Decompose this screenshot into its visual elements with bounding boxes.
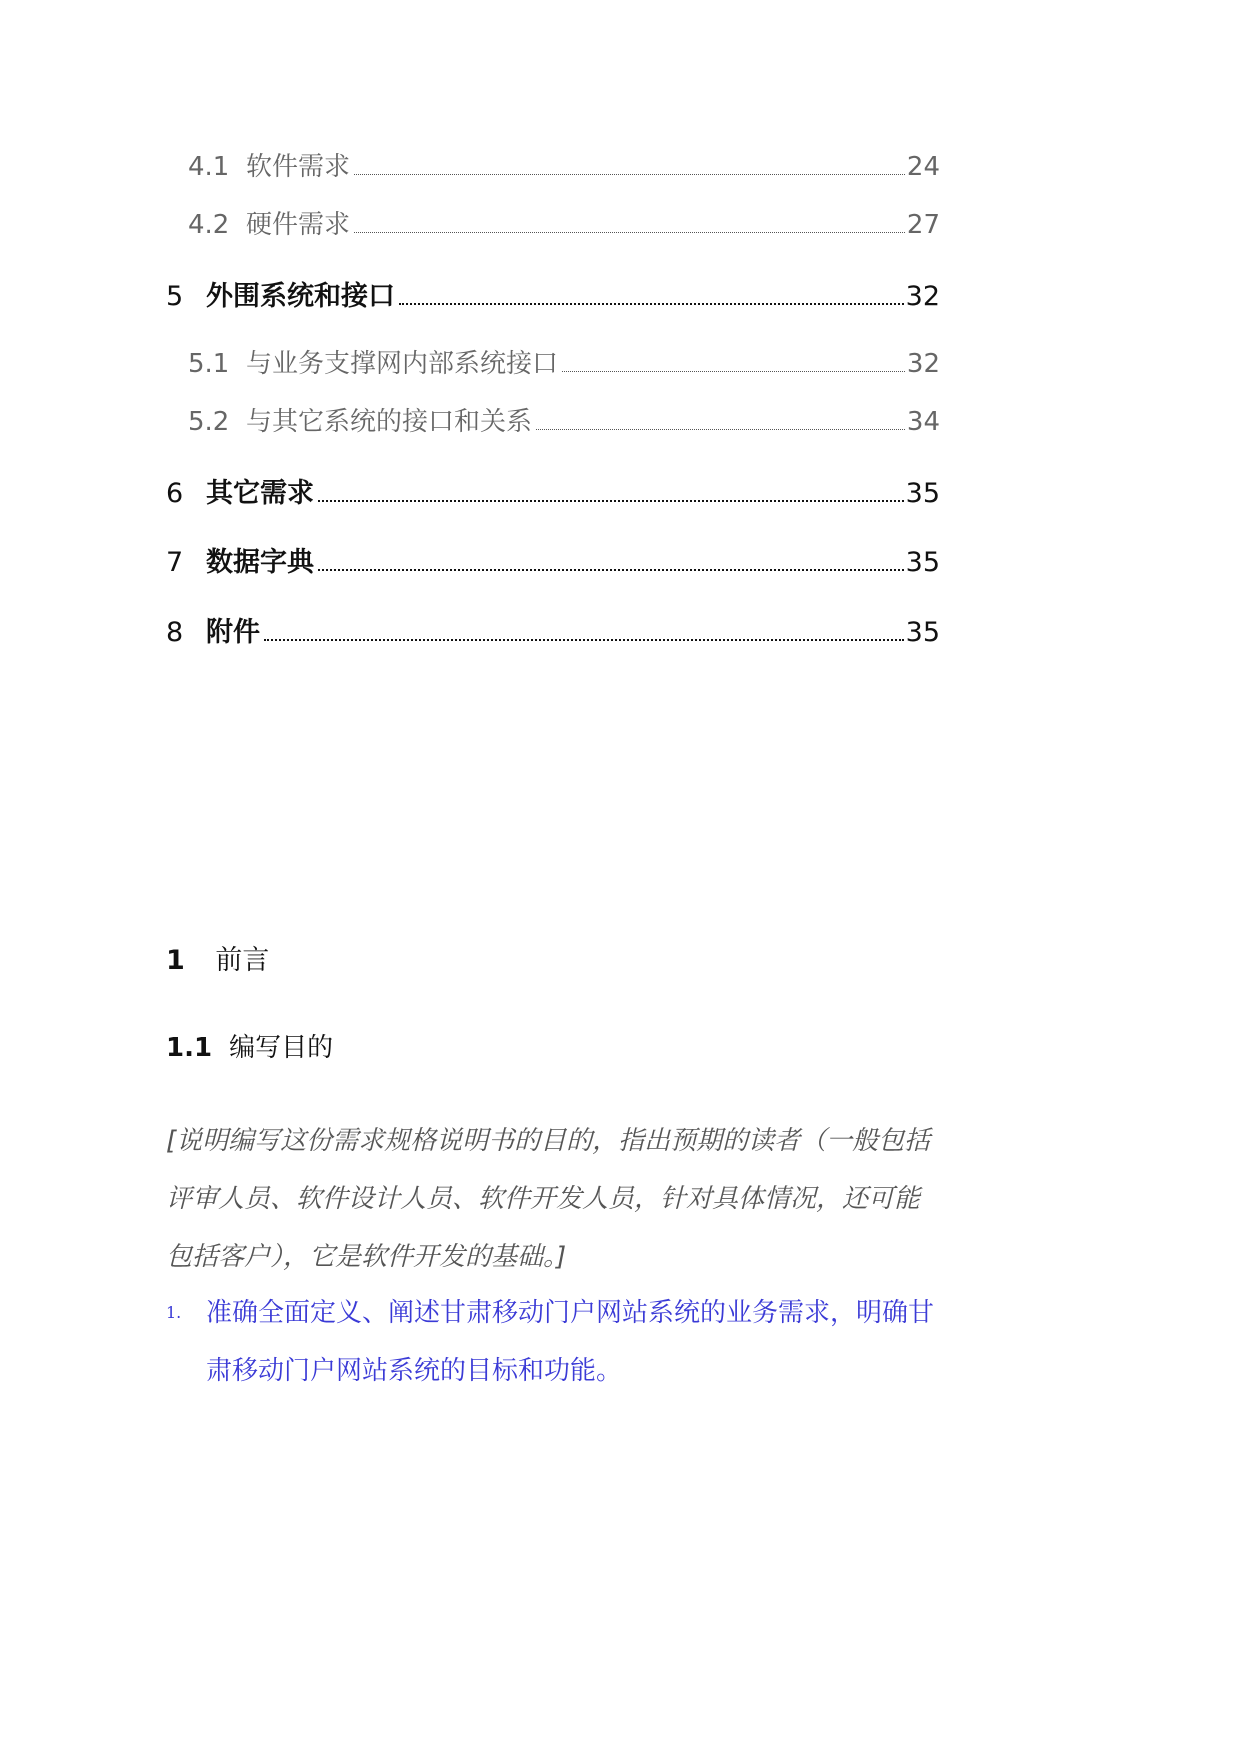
toc-entry-page: 35 xyxy=(905,547,940,578)
toc-entry-number: 5.2 xyxy=(188,407,230,437)
toc-entry-number: 6 xyxy=(166,478,184,509)
toc-entry-page: 35 xyxy=(905,617,940,648)
toc-entry-title: 其它需求 xyxy=(206,478,314,509)
toc-entry-5[interactable] xyxy=(0,274,940,313)
toc-entry-5-2[interactable] xyxy=(0,401,940,438)
toc-leader-dots xyxy=(318,568,904,571)
toc-leader-dots xyxy=(318,499,904,502)
toc-entry-number: 4.2 xyxy=(188,210,230,240)
toc-leader-dots xyxy=(399,302,904,305)
list-marker: 1. xyxy=(166,1303,182,1322)
toc-entry-title: 附件 xyxy=(206,617,260,648)
toc-entry-number: 5.1 xyxy=(188,349,230,379)
toc-leader-dots xyxy=(354,173,905,175)
toc-entry-number: 8 xyxy=(166,617,184,648)
toc-entry-title: 外围系统和接口 xyxy=(206,281,395,312)
toc-leader-dots xyxy=(536,428,905,430)
toc-leader-dots xyxy=(354,231,905,233)
toc-entry-page: 32 xyxy=(905,281,940,312)
toc-entry-8[interactable] xyxy=(0,610,940,649)
toc-entry-page: 24 xyxy=(906,152,940,182)
toc-entry-page: 35 xyxy=(905,478,940,509)
toc-entry-4-2[interactable] xyxy=(0,204,940,241)
toc-entry-title: 软件需求 xyxy=(246,152,351,182)
heading-number: 1 xyxy=(166,945,185,976)
toc-leader-dots xyxy=(562,370,905,372)
heading-number: 1.1 xyxy=(166,1033,213,1063)
toc-entry-page: 32 xyxy=(906,349,940,379)
numbered-list-item xyxy=(166,1284,940,1400)
list-item-text: 准确全面定义、阐述甘肃移动门户网站系统的业务需求，明确甘肃移动门户网站系统的目标和功能。 xyxy=(206,1298,935,1386)
toc-entry-number: 7 xyxy=(166,547,184,578)
instruction-paragraph: [说明编写这份需求规格说明书的目的，指出预期的读者（一般包括评审人员、软件设计人员、软件开发人员，针对具体情况，还可能包括客户），它是软件开发的基础。] xyxy=(166,1126,931,1272)
section-heading-1-1 xyxy=(166,1027,333,1064)
toc-entry-number: 4.1 xyxy=(188,152,230,182)
toc-entry-title: 硬件需求 xyxy=(246,210,351,240)
toc-entry-page: 27 xyxy=(906,210,940,240)
heading-title: 前言 xyxy=(215,945,270,976)
toc-entry-6[interactable] xyxy=(0,471,940,510)
heading-title: 编写目的 xyxy=(229,1033,334,1063)
toc-leader-dots xyxy=(264,638,904,641)
toc-entry-5-1[interactable] xyxy=(0,343,940,380)
toc-entry-page: 34 xyxy=(906,407,940,437)
section-heading-1 xyxy=(166,938,269,977)
toc-entry-number: 5 xyxy=(166,281,184,312)
toc-entry-title: 与其它系统的接口和关系 xyxy=(246,407,533,437)
toc-entry-title: 数据字典 xyxy=(206,547,314,578)
toc-entry-7[interactable] xyxy=(0,540,940,579)
toc-entry-title: 与业务支撑网内部系统接口 xyxy=(246,349,559,379)
toc-entry-4-1[interactable] xyxy=(0,146,940,183)
